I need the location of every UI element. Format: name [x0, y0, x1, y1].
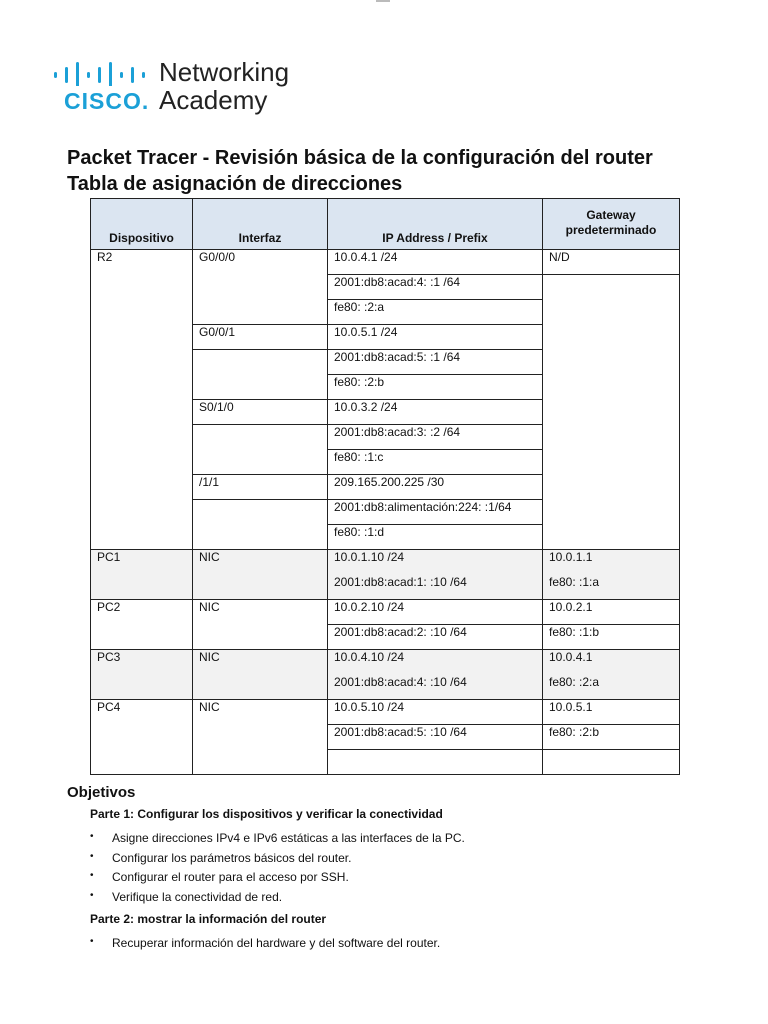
page-title: Packet Tracer - Revisión básica de la configuración del router	[67, 147, 653, 169]
table-row	[91, 750, 680, 775]
table-row	[91, 500, 680, 525]
table-row	[91, 650, 680, 675]
table-row	[91, 450, 680, 475]
table-row	[91, 600, 680, 625]
ip-cell: 2001:db8:acad:5: :10 /64	[328, 725, 543, 750]
ip-cell: 2001:db8:acad:4: :1 /64	[328, 275, 543, 300]
table-row	[91, 250, 680, 275]
table-row	[91, 375, 680, 400]
ip-cell: 10.0.3.2 /24	[328, 400, 543, 425]
device-cell: PC3	[91, 650, 193, 675]
ip-cell: 2001:db8:acad:1: :10 /64	[328, 575, 543, 600]
table-row	[91, 675, 680, 700]
header-ip: IP Address / Prefix	[328, 199, 543, 250]
header-gateway: Gateway predeterminado	[543, 199, 680, 250]
device-cell: PC2	[91, 600, 193, 625]
product-name-line2: Academy	[159, 85, 268, 115]
ip-cell: 10.0.5.1 /24	[328, 325, 543, 350]
header-interface: Interfaz	[193, 199, 328, 250]
table-row	[91, 525, 680, 550]
section-title: Tabla de asignación de direcciones	[67, 173, 403, 195]
gateway-cell: 10.0.1.1	[543, 550, 680, 575]
ip-cell: 2001:db8:acad:2: :10 /64	[328, 625, 543, 650]
table-row	[91, 475, 680, 500]
ip-cell: 2001:db8:acad:3: :2 /64	[328, 425, 543, 450]
table-row	[91, 575, 680, 600]
table-row	[91, 325, 680, 350]
interface-cell: G0/0/0	[193, 250, 328, 275]
gateway-cell: fe80: :1:b	[543, 625, 680, 650]
part2-heading: Parte 2: mostrar la información del router	[90, 912, 327, 926]
interface-cell: NIC	[193, 600, 328, 625]
bullet-icon: •	[90, 890, 94, 901]
ip-cell: 2001:db8:acad:5: :1 /64	[328, 350, 543, 375]
gateway-cell: 10.0.5.1	[543, 700, 680, 725]
ip-cell: 10.0.1.10 /24	[328, 550, 543, 575]
ip-cell: 2001:db8:acad:4: :10 /64	[328, 675, 543, 700]
bullet-icon: •	[90, 870, 94, 881]
list-item-text: Configurar el router para el acceso por SSH.	[112, 870, 349, 884]
interface-cell: G0/0/1	[193, 325, 328, 350]
product-name	[159, 58, 289, 114]
ip-cell: 10.0.4.10 /24	[328, 650, 543, 675]
interface-cell: S0/1/0	[193, 400, 328, 425]
ip-cell: 10.0.2.10 /24	[328, 600, 543, 625]
ip-cell: 10.0.5.10 /24	[328, 700, 543, 725]
bullet-icon: •	[90, 851, 94, 862]
cisco-wordmark: CISCO.	[64, 88, 150, 114]
page-top-mark	[376, 0, 390, 2]
cisco-bridge-icon	[54, 62, 154, 86]
gateway-cell: fe80: :2:a	[543, 675, 680, 700]
gateway-cell: 10.0.4.1	[543, 650, 680, 675]
objectives-heading: Objetivos	[67, 784, 136, 801]
ip-cell: 209.165.200.225 /30	[328, 475, 543, 500]
header-device: Dispositivo	[91, 199, 193, 250]
interface-cell: /1/1	[193, 475, 328, 500]
ip-cell: fe80: :2:b	[328, 375, 543, 400]
device-cell: PC4	[91, 700, 193, 725]
gateway-cell: fe80: :2:b	[543, 725, 680, 750]
ip-cell: fe80: :2:a	[328, 300, 543, 325]
list-item-text: Recuperar información del hardware y del software del router.	[112, 936, 441, 950]
table-header-row	[91, 199, 680, 250]
bullet-icon: •	[90, 831, 94, 842]
table-row	[91, 300, 680, 325]
ip-cell: fe80: :1:d	[328, 525, 543, 550]
product-name-line1: Networking	[159, 57, 290, 87]
table-row	[91, 725, 680, 750]
ip-cell: 2001:db8:alimentación:224: :1/64	[328, 500, 543, 525]
interface-cell: NIC	[193, 550, 328, 575]
device-cell: PC1	[91, 550, 193, 575]
part1-heading: Parte 1: Configurar los dispositivos y verificar la conectividad	[90, 807, 443, 821]
interface-cell: NIC	[193, 700, 328, 725]
ip-cell: fe80: :1:c	[328, 450, 543, 475]
table-row	[91, 350, 680, 375]
table-row	[91, 700, 680, 725]
gateway-cell: fe80: :1:a	[543, 575, 680, 600]
list-item-text: Asigne direcciones IPv4 e IPv6 estáticas a las interfaces de la PC.	[112, 831, 465, 845]
table-row	[91, 275, 680, 300]
address-table	[90, 198, 680, 775]
table-row	[91, 425, 680, 450]
ip-cell: 10.0.4.1 /24	[328, 250, 543, 275]
gateway-cell: 10.0.2.1	[543, 600, 680, 625]
list-item-text: Verifique la conectividad de red.	[112, 890, 283, 904]
bullet-icon: •	[90, 936, 94, 947]
gateway-cell: N/D	[543, 250, 680, 275]
device-cell: R2	[91, 250, 193, 275]
table-row	[91, 550, 680, 575]
interface-cell: NIC	[193, 650, 328, 675]
list-item-text: Configurar los parámetros básicos del router.	[112, 851, 352, 865]
cisco-networking-academy-logo	[54, 58, 314, 118]
table-row	[91, 400, 680, 425]
table-row	[91, 625, 680, 650]
